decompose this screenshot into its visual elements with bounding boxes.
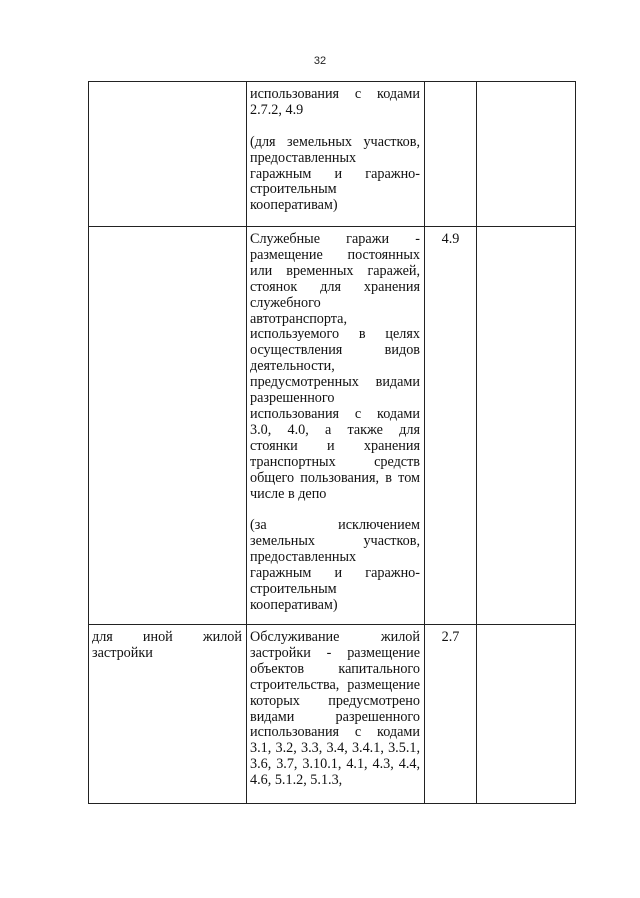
extra-text <box>477 82 575 87</box>
extra-cell <box>477 625 576 804</box>
category-cell <box>89 227 247 625</box>
category-text <box>89 82 246 87</box>
table-row <box>89 82 576 227</box>
table-row <box>89 227 576 625</box>
description-cell <box>247 625 425 804</box>
code-cell <box>425 227 477 625</box>
extra-text <box>477 227 575 232</box>
description-text: Служебные гаражи - размещение постоянных или временных гаражей, стоянок для хранения служебного автотранспорта, используемого в целях осуществления видов деятельности, предусмотренных видами разрешенного использования с кодами 3.0, 4.0, а также для стоянки и хранения транспортных средств общего пользования, в том числе в депо (за исключением земельных участков, предоставленных гаражным и гаражно-строительным кооперативам) <box>250 231 420 613</box>
code-text: 4.9 <box>441 231 460 247</box>
description-text: Обслуживание жилой застройки - размещение объектов капитального строительства, размещение которых предусмотрено видами разрешенного использования с кодами 3.1, 3.2, 3.3, 3.4, 3.4.1, 3.5.1, 3.6, 3.7, 3.10.1, 4.1, 4.3, 4.4, 4.6, 5.1.2, 5.1.3, <box>250 629 420 789</box>
page-number: 32 <box>313 55 327 67</box>
code-text: 2.7 <box>441 629 460 645</box>
description-text: использования с кодами 2.7.2, 4.9 (для земельных участков, предоставленных гаражным и гаражно-строительным кооперативам) <box>250 86 420 214</box>
table-row <box>89 625 576 804</box>
description-cell <box>247 227 425 625</box>
category-text: для иной жилой застройки <box>92 629 242 661</box>
code-cell <box>425 82 477 227</box>
code-text <box>425 82 476 86</box>
category-cell <box>89 82 247 227</box>
category-cell <box>89 625 247 804</box>
extra-cell <box>477 227 576 625</box>
extra-text <box>477 625 575 630</box>
category-text <box>89 227 246 232</box>
extra-cell <box>477 82 576 227</box>
land-use-table <box>88 81 576 804</box>
description-cell <box>247 82 425 227</box>
code-cell <box>425 625 477 804</box>
